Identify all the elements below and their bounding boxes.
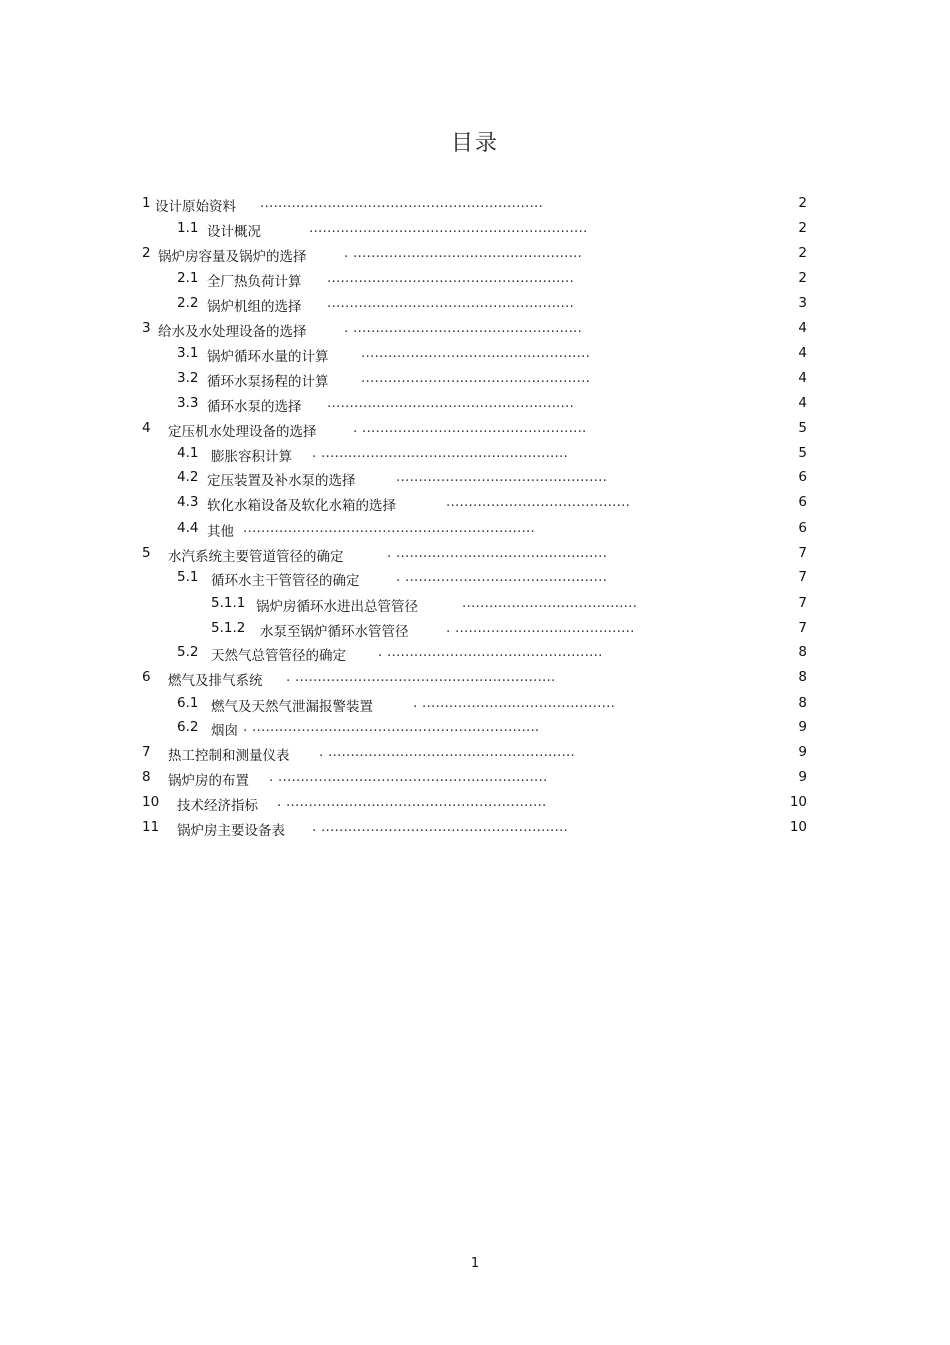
toc-entry-page: 7 <box>798 620 807 636</box>
toc-entry-number: 5 <box>142 545 151 561</box>
toc-entry-number: 6.2 <box>177 719 199 735</box>
toc-entry[interactable] <box>0 420 950 440</box>
toc-entry-label: 锅炉房的布置 <box>168 773 249 789</box>
toc-entry-label: 循环水主干管管径的确定 <box>211 573 360 589</box>
toc-entry-page: 4 <box>798 320 807 336</box>
toc-entry-page: 2 <box>798 195 807 211</box>
toc-entry-label: 锅炉房主要设备表 <box>177 823 285 839</box>
toc-entry-page: 4 <box>798 345 807 361</box>
toc-entry-page: 5 <box>798 420 807 436</box>
toc-entry-leader-dots: . .......................................................... <box>286 669 556 685</box>
toc-entry[interactable] <box>0 794 950 814</box>
toc-entry-number: 2.1 <box>177 270 199 286</box>
toc-entry-page: 2 <box>798 245 807 261</box>
toc-entry-number: 10 <box>142 794 160 810</box>
toc-entry-leader-dots: . ................................................ <box>378 644 603 660</box>
toc-entry-page: 10 <box>789 819 807 835</box>
toc-entry-leader-dots: ............................................................... <box>260 195 543 211</box>
toc-entry-leader-dots: ....................................................... <box>327 295 575 311</box>
toc-entry-label: 锅炉房容量及锅炉的选择 <box>158 249 307 265</box>
toc-entry[interactable] <box>0 644 950 664</box>
toc-entry-leader-dots: ....................................................... <box>327 395 575 411</box>
toc-entry-label: 定压装置及补水泵的选择 <box>207 473 356 489</box>
toc-entry-page: 5 <box>798 445 807 461</box>
toc-entry-leader-dots: ....................................................... <box>327 270 575 286</box>
page-number: 1 <box>470 1256 480 1271</box>
toc-entry-leader-dots: . ............................................................ <box>269 769 548 785</box>
toc-entry[interactable] <box>0 769 950 789</box>
toc-entry-leader-dots: . ................................................................ <box>243 719 540 735</box>
toc-entry[interactable] <box>0 295 950 315</box>
toc-entry-label: 其他 <box>207 524 234 540</box>
toc-entry-page: 8 <box>798 644 807 660</box>
toc-entry-leader-dots: . ....................................................... <box>312 445 569 461</box>
toc-entry-leader-dots: . .......................................................... <box>277 794 547 810</box>
toc-entry-label: 循环水泵扬程的计算 <box>207 374 329 390</box>
toc-entry-number: 4.4 <box>177 520 199 536</box>
toc-entry-label: 全厂热负荷计算 <box>207 274 302 290</box>
toc-entry-number: 3.1 <box>177 345 199 361</box>
toc-entry-number: 4 <box>142 420 151 436</box>
toc-entry-page: 10 <box>789 794 807 810</box>
toc-entry[interactable] <box>0 270 950 290</box>
toc-entry[interactable] <box>0 595 950 615</box>
toc-entry-page: 4 <box>798 395 807 411</box>
toc-entry-page: 6 <box>798 520 807 536</box>
toc-entry-leader-dots: ............................................... <box>396 469 608 485</box>
toc-entry-page: 9 <box>798 769 807 785</box>
toc-entry-leader-dots: . ................................................... <box>344 245 583 261</box>
toc-entry-number: 3 <box>142 320 151 336</box>
toc-entry-label: 技术经济指标 <box>177 798 258 814</box>
toc-entry-number: 5.1.1 <box>211 595 246 611</box>
toc-entry[interactable] <box>0 545 950 565</box>
toc-entry-number: 5.1 <box>177 569 199 585</box>
toc-entry-page: 2 <box>798 270 807 286</box>
toc-entry-leader-dots: ................................................................. <box>243 520 535 536</box>
toc-entry-number: 4.3 <box>177 494 199 510</box>
toc-entry[interactable] <box>0 245 950 265</box>
page-title: 目录 <box>450 131 499 156</box>
toc-entry-label: 设计概况 <box>207 224 261 240</box>
toc-entry-number: 4.1 <box>177 445 199 461</box>
toc-entry-label: 锅炉房循环水进出总管管径 <box>256 599 418 615</box>
toc-entry-label: 天然气总管管径的确定 <box>211 648 346 664</box>
toc-entry-label: 水泵至锅炉循环水管管径 <box>260 624 409 640</box>
toc-entry-leader-dots: ................................................... <box>361 370 591 386</box>
toc-entry-number: 5.1.2 <box>211 620 246 636</box>
toc-entry-number: 6.1 <box>177 695 199 711</box>
toc-entry[interactable] <box>0 494 950 514</box>
toc-entry[interactable] <box>0 320 950 340</box>
toc-entry-label: 燃气及排气系统 <box>168 673 263 689</box>
toc-entry-leader-dots: .............................................................. <box>309 220 588 236</box>
toc-entry-label: 锅炉机组的选择 <box>207 299 302 315</box>
toc-entry-label: 设计原始资料 <box>155 199 236 215</box>
toc-entry[interactable] <box>0 520 950 540</box>
toc-entry-label: 烟囱 <box>211 723 238 739</box>
toc-entry-number: 7 <box>142 744 151 760</box>
toc-entry-leader-dots: . ................................................... <box>344 320 583 336</box>
toc-entry-page: 7 <box>798 545 807 561</box>
toc-entry[interactable] <box>0 345 950 365</box>
toc-entry-page: 7 <box>798 569 807 585</box>
toc-entry[interactable] <box>0 395 950 415</box>
toc-entry-number: 5.2 <box>177 644 199 660</box>
toc-entry[interactable] <box>0 695 950 715</box>
toc-entry-page: 6 <box>798 469 807 485</box>
toc-entry-leader-dots: . .................................................. <box>353 420 587 436</box>
toc-entry-leader-dots: . ....................................................... <box>312 819 569 835</box>
toc-entry-page: 8 <box>798 695 807 711</box>
toc-entry-leader-dots: . ........................................... <box>413 695 616 711</box>
toc-entry[interactable] <box>0 445 950 465</box>
toc-entry-number: 1 <box>142 195 151 211</box>
toc-entry[interactable] <box>0 744 950 764</box>
toc-entry-number: 3.3 <box>177 395 199 411</box>
toc-entry-leader-dots: ....................................... <box>462 595 638 611</box>
toc-entry-page: 7 <box>798 595 807 611</box>
toc-entry-page: 6 <box>798 494 807 510</box>
toc-entry-label: 给水及水处理设备的选择 <box>158 324 307 340</box>
toc-entry-number: 3.2 <box>177 370 199 386</box>
toc-entry[interactable] <box>0 370 950 390</box>
toc-entry-page: 9 <box>798 744 807 760</box>
toc-entry-number: 4.2 <box>177 469 199 485</box>
toc-entry-label: 循环水泵的选择 <box>207 399 302 415</box>
toc-entry-number: 2.2 <box>177 295 199 311</box>
toc-entry[interactable] <box>0 469 950 489</box>
toc-entry-leader-dots: . ....................................................... <box>319 744 576 760</box>
toc-entry-page: 4 <box>798 370 807 386</box>
toc-entry-page: 3 <box>798 295 807 311</box>
toc-entry[interactable] <box>0 819 950 839</box>
toc-entry-leader-dots: ......................................... <box>446 494 631 510</box>
toc-entry-label: 软化水箱设备及软化水箱的选择 <box>207 498 396 514</box>
toc-entry-number: 1.1 <box>177 220 199 236</box>
toc-entry-number: 8 <box>142 769 151 785</box>
toc-entry[interactable] <box>0 620 950 640</box>
toc-entry-leader-dots: . ........................................ <box>446 620 635 636</box>
toc-entry-number: 6 <box>142 669 151 685</box>
toc-entry-label: 膨胀容积计算 <box>211 449 292 465</box>
toc-entry-number: 11 <box>142 819 160 835</box>
toc-entry[interactable] <box>0 669 950 689</box>
toc-entry-label: 热工控制和测量仪表 <box>168 748 290 764</box>
toc-entry-page: 2 <box>798 220 807 236</box>
toc-entry-label: 燃气及天然气泄漏报警装置 <box>211 699 373 715</box>
toc-entry[interactable] <box>0 220 950 240</box>
toc-entry-label: 定压机水处理设备的选择 <box>168 424 317 440</box>
toc-entry[interactable] <box>0 719 950 739</box>
toc-entry-leader-dots: ................................................... <box>361 345 591 361</box>
toc-entry-leader-dots: . ............................................... <box>387 545 608 561</box>
toc-entry-leader-dots: . ............................................. <box>396 569 608 585</box>
toc-entry-label: 水汽系统主要管道管径的确定 <box>168 549 344 565</box>
toc-entry-page: 8 <box>798 669 807 685</box>
toc-entry-number: 2 <box>142 245 151 261</box>
toc-entry[interactable] <box>0 195 950 215</box>
toc-entry-label: 锅炉循环水量的计算 <box>207 349 329 365</box>
toc-entry-page: 9 <box>798 719 807 735</box>
toc-entry[interactable] <box>0 569 950 589</box>
